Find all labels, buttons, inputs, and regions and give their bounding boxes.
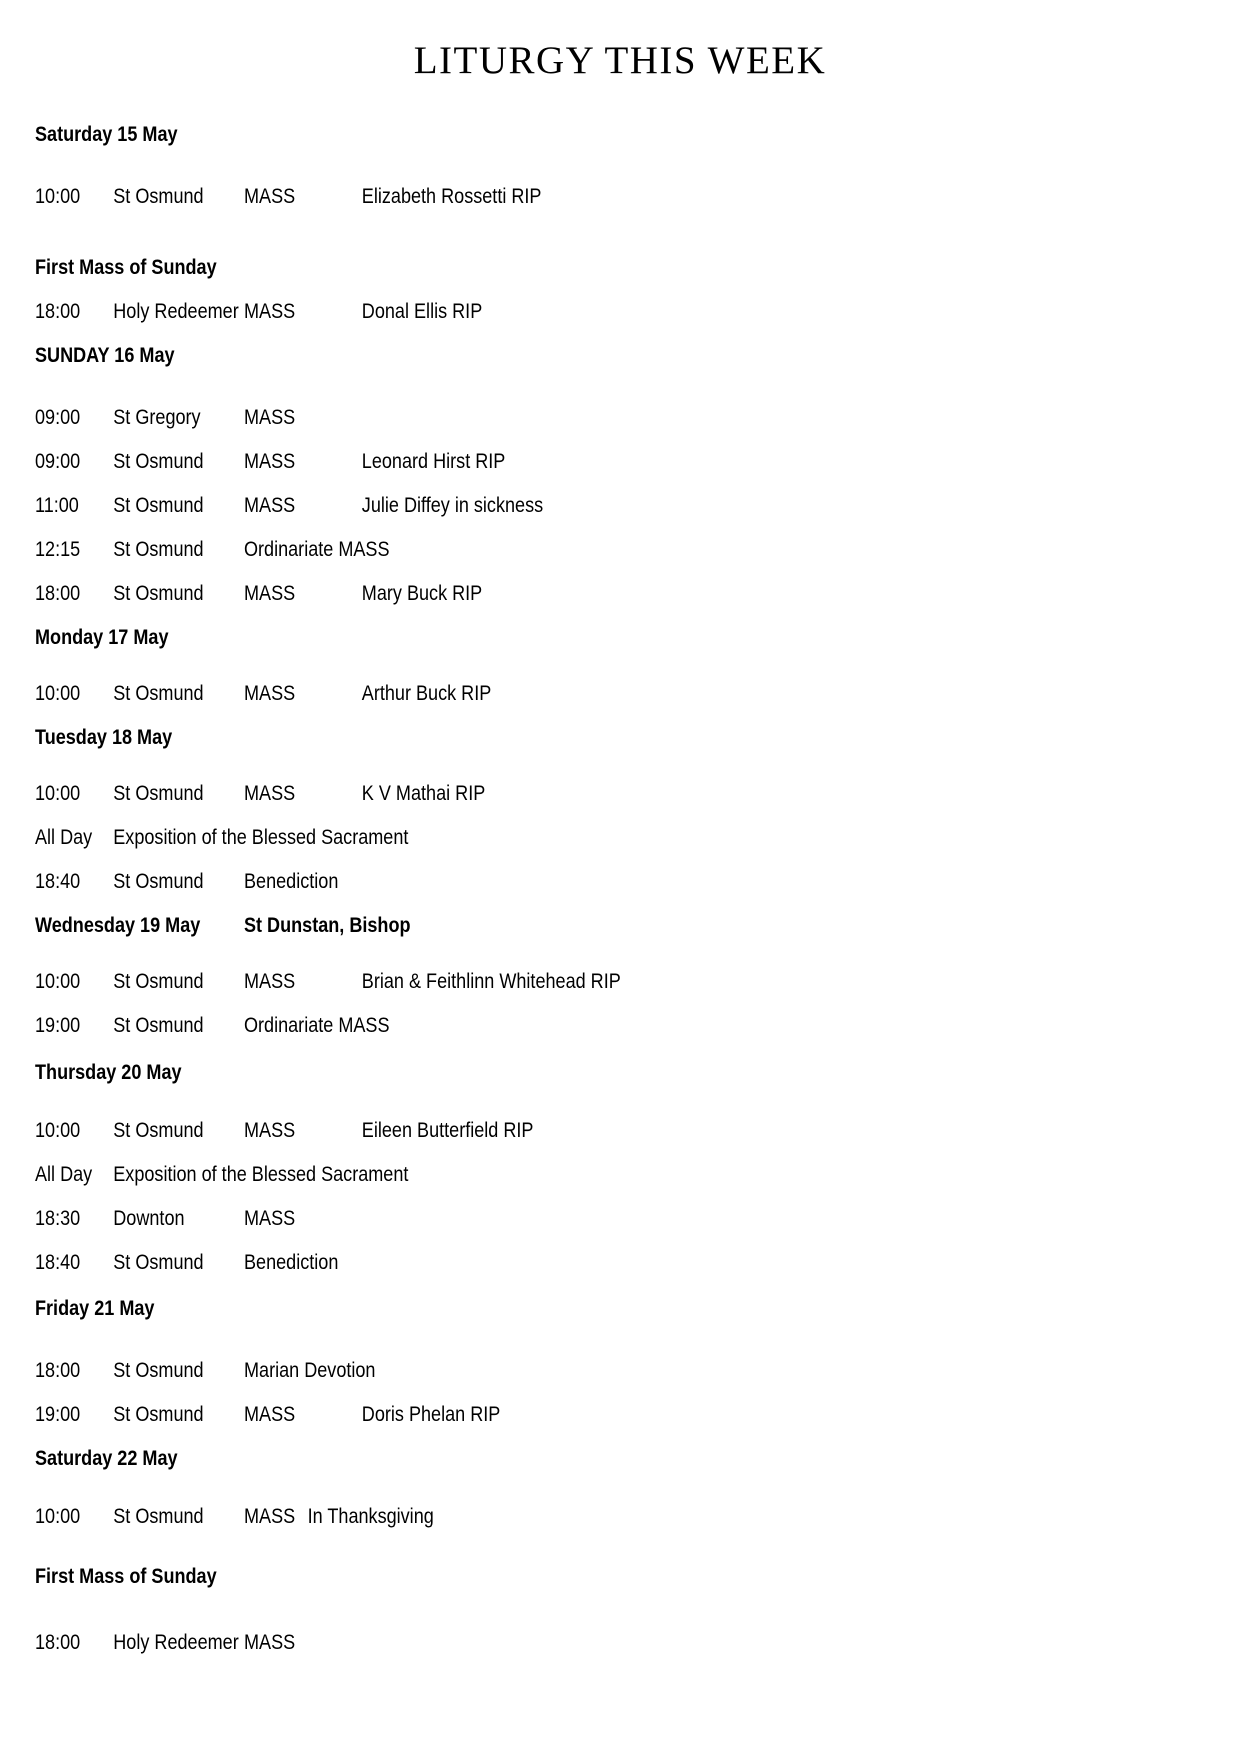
- feast-day: St Dunstan, Bishop: [243, 914, 411, 937]
- time: 10:00: [35, 1119, 81, 1142]
- service-type: MASS: [243, 1505, 296, 1528]
- location: St Osmund: [113, 970, 204, 993]
- day-label: Monday 17 May: [35, 626, 169, 649]
- time: 10:00: [35, 970, 81, 993]
- time: 09:00: [35, 406, 81, 429]
- location: Exposition of the Blessed Sacrament: [113, 826, 409, 849]
- day-label: Thursday 20 May: [35, 1061, 182, 1084]
- time: 18:30: [35, 1207, 81, 1230]
- service-type: MASS: [243, 582, 296, 605]
- day-label: Saturday 22 May: [35, 1447, 178, 1470]
- service-type: MASS: [243, 782, 296, 805]
- section-label: First Mass of Sunday: [35, 256, 217, 279]
- location: St Osmund: [113, 185, 204, 208]
- location: Downton: [113, 1207, 185, 1230]
- location: St Osmund: [113, 1403, 204, 1426]
- page-title: LITURGY THIS WEEK: [413, 39, 827, 82]
- day-label: Friday 21 May: [35, 1297, 155, 1320]
- intention: Donal Ellis RIP: [361, 300, 483, 323]
- location: St Osmund: [113, 1119, 204, 1142]
- time: 18:00: [35, 300, 81, 323]
- time: 19:00: [35, 1403, 81, 1426]
- service-type: Ordinariate MASS: [243, 538, 390, 561]
- time: All Day: [35, 1163, 93, 1186]
- service-type: MASS: [243, 450, 296, 473]
- day-label: SUNDAY 16 May: [35, 344, 175, 367]
- service-type: MASS: [243, 494, 296, 517]
- location: St Osmund: [113, 582, 204, 605]
- time: 18:00: [35, 582, 81, 605]
- service-type: MASS: [243, 185, 296, 208]
- day-label: Tuesday 18 May: [35, 726, 173, 749]
- service-type: MASS: [243, 1207, 296, 1230]
- location: St Osmund: [113, 782, 204, 805]
- time: 18:40: [35, 870, 81, 893]
- location: Exposition of the Blessed Sacrament: [113, 1163, 409, 1186]
- service-type: MASS: [243, 300, 296, 323]
- location: St Osmund: [113, 870, 204, 893]
- time: 10:00: [35, 682, 81, 705]
- intention: K V Mathai RIP: [361, 782, 486, 805]
- service-type: MASS: [243, 970, 296, 993]
- time: All Day: [35, 826, 93, 849]
- intention: Leonard Hirst RIP: [361, 450, 506, 473]
- time: 18:40: [35, 1251, 81, 1274]
- service-type: Marian Devotion: [243, 1359, 376, 1382]
- intention: Arthur Buck RIP: [361, 682, 492, 705]
- location: St Osmund: [113, 1014, 204, 1037]
- time: 10:00: [35, 1505, 81, 1528]
- day-label: Wednesday 19 May: [35, 914, 201, 937]
- time: 18:00: [35, 1359, 81, 1382]
- location: St Osmund: [113, 538, 204, 561]
- location: St Osmund: [113, 450, 204, 473]
- intention: In Thanksgiving: [307, 1505, 434, 1528]
- location: Holy Redeemer: [113, 1631, 239, 1654]
- time: 10:00: [35, 185, 81, 208]
- section-label: First Mass of Sunday: [35, 1565, 217, 1588]
- location: St Osmund: [113, 682, 204, 705]
- intention: Elizabeth Rossetti RIP: [361, 185, 542, 208]
- service-type: MASS: [243, 1631, 296, 1654]
- location: Holy Redeemer: [113, 300, 239, 323]
- service-type: MASS: [243, 1403, 296, 1426]
- intention: Brian & Feithlinn Whitehead RIP: [361, 970, 621, 993]
- time: 09:00: [35, 450, 81, 473]
- time: 18:00: [35, 1631, 81, 1654]
- location: St Gregory: [113, 406, 201, 429]
- service-type: Benediction: [243, 870, 339, 893]
- location: St Osmund: [113, 1251, 204, 1274]
- location: St Osmund: [113, 1505, 204, 1528]
- service-type: Ordinariate MASS: [243, 1014, 390, 1037]
- intention: Doris Phelan RIP: [361, 1403, 501, 1426]
- service-type: MASS: [243, 406, 296, 429]
- location: St Osmund: [113, 494, 204, 517]
- time: 10:00: [35, 782, 81, 805]
- time: 19:00: [35, 1014, 81, 1037]
- service-type: MASS: [243, 682, 296, 705]
- intention: Julie Diffey in sickness: [361, 494, 544, 517]
- service-type: MASS: [243, 1119, 296, 1142]
- intention: Eileen Butterfield RIP: [361, 1119, 534, 1142]
- intention: Mary Buck RIP: [361, 582, 483, 605]
- service-type: Benediction: [243, 1251, 339, 1274]
- time: 11:00: [35, 494, 79, 517]
- time: 12:15: [35, 538, 81, 561]
- location: St Osmund: [113, 1359, 204, 1382]
- day-label: Saturday 15 May: [35, 123, 178, 146]
